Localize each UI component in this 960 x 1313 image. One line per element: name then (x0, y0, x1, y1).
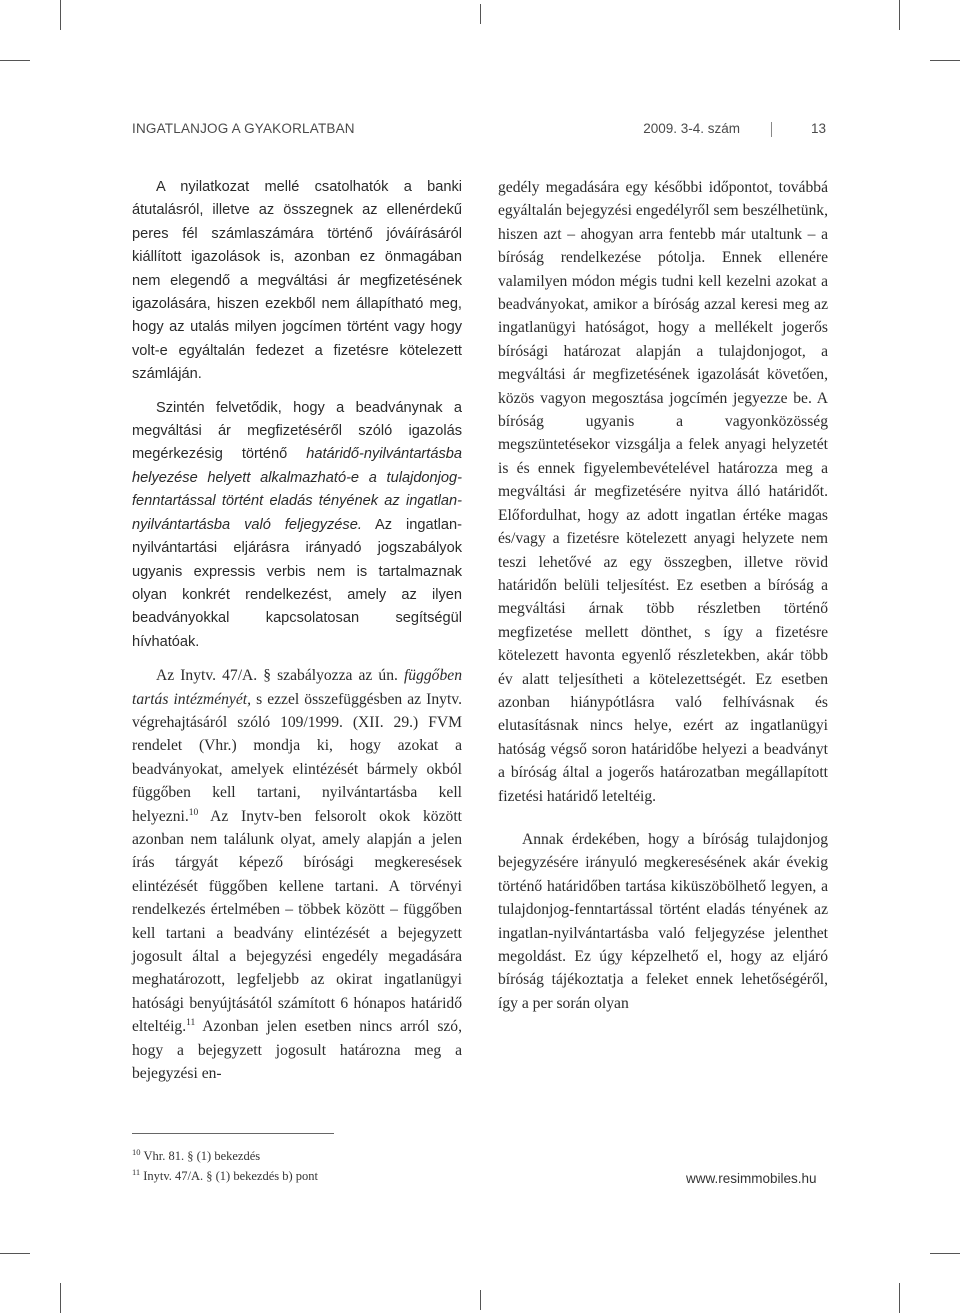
crop-mark (480, 4, 481, 24)
footnote-divider (132, 1133, 334, 1134)
crop-mark (0, 1253, 30, 1254)
crop-mark (930, 60, 960, 61)
journal-title: INGATLANJOG A GYAKORLATBAN (132, 121, 355, 136)
crop-mark (899, 0, 900, 30)
running-header (132, 121, 832, 139)
paragraph: Az Inytv. 47/A. § szabályozza az ún. függőben tartás intézményét, s ezzel összefüggésben az Inytv. végrehajtásáról szóló 109/1999. (XII. 29.) FVM rendelet (Vhr.) mondja ki, hogy azokat a beadványokat, amelyek elintézését bármely okból függőben kell tartani, nyilvántartásba kell helyezni.$^{10}$ Az Inytv-ben felsorolt okok között azonban nem találunk olyat, amely alapján a jelen írás tárgyát képező bírósági megkeresések elintézését függőben kellene tartani. A törvényi rendelkezés értelmében – többek között – függőben kell tartani a beadvány elintézését a bejegyzett jogosult által a bejegyzési engedély megadására meghatározott, legfeljebb az okirat ingatlanügyi hatósági benyújtásától számított 6 hónapos határidő elteltéig.$^{11}$ Azonban jelen esetben nincs arról szó, hogy a bejegyzett jogosult határozna meg a bejegyzési en- (132, 667, 462, 1083)
italic-phrase: határidő-nyilvántartásba helyezése helyett alkalmazható-e a tulajdonjog-fenntartással történt eladás tényének az ingatlan-nyilvántartásba való feljegyzése. (132, 446, 462, 533)
header-divider (771, 122, 772, 137)
footnote-ref[interactable]: 11 (186, 1018, 196, 1029)
issue-label: 2009. 3-4. szám (643, 121, 740, 136)
paragraph: Annak érdekében, hogy a bíróság tulajdonjog bejegyzésére irányuló megkeresésének akár évekig történő határidőben tartása kiküszöbölhető legyen, a tulajdonjog-fenntartással történt eladás tényének az ingatlan-nyilvántartásba való feljegyzése jelenthet megoldást. Ez úgy képzelhető el, hogy az eljáró bíróság tájékoztatja a feleket ennek lehetőségéről, így a per során olyan (498, 830, 828, 1012)
left-column (132, 176, 462, 1085)
crop-mark (60, 0, 61, 30)
paragraph: A nyilatkozat mellé csatolhatók a banki átutalásról, illetve az összegnek az ellenérdekű peres fél számlaszámára történő jóváírásáról kiállított igazolások is, azonban ez önmagában nem elegendő a megváltási ár megfizetésének igazolására, hiszen ezekből nem állapítható meg, hogy az utalás milyen jogcímen történt vagy hogy volt-e egyáltalán fedezet a fizetésre kötelezett számláján. (132, 179, 462, 383)
crop-mark (0, 60, 30, 61)
footnote: $^{10}$ Vhr. 81. § (1) bekezdés (132, 1147, 261, 1163)
footnote-ref[interactable]: 10 (188, 807, 199, 818)
page-number: 13 (810, 121, 826, 136)
crop-mark (60, 1283, 61, 1313)
website-link[interactable]: www.resimmobiles.hu (686, 1171, 817, 1186)
crop-mark (480, 1290, 481, 1310)
italic-phrase: függőben tartás intézményét, (132, 667, 462, 708)
crop-mark (899, 1283, 900, 1313)
right-column (498, 176, 828, 1015)
footnotes (132, 1146, 318, 1186)
paragraph: gedély megadására egy későbbi időpontot, továbbá egyáltalán bejegyzési engedélyről sem beszélhetünk, hiszen azt – ahogyan arra fentebb már utaltunk – a bíróság rendelkezése pótolja. Ennek ellenére valamilyen módon mégis tudni kell kezelni azokat a beadványokat, amikor a bíróság azzal keresi meg az ingatlanügyi hatóságot, hogy a mellékelt jogerős bírósági határozat alapján a tulajdonjogot, a megváltási ár megfizetésének igazolását követően, közös vagyon megosztása jogcímén jegyezze be. A bíróság ugyanis a vagyonközösség megszüntetésekor vizsgálja a felek anyagi helyzetét is és ennek figyelembevételével határozza meg a megváltási ár megfizetésére nyitva álló határidőt. Előfordulhat, hogy az adott ingatlan értéke magas és/vagy a fizetésre kötelezett anyagi helyzete nem teszi lehetővé az egy összegben, illetve rövid határidőn belüli teljesítést. Ez esetben a bíróság a megváltási árnak több részletben történő megfizetése mellett dönthet, s így a fizetésre kötelezett havonta egyenlő részletekben, akár több év alatt teljesítheti a kötelezettségét. Ez esetben azonban hiánypótlásra való felhívásnak és elutasításnak nincs helye, ezért az ingatlanügyi hatóság végső soron határidőbe helyezi a beadványt a bíróság által a jogerős határozatban megállapított fizetési határidő leteltéig. (498, 179, 828, 805)
crop-mark (930, 1253, 960, 1254)
footnote: $^{11}$ Inytv. 47/A. § (1) bekezdés b) pont (132, 1167, 319, 1183)
paragraph: Szintén felvetődik, hogy a beadványnak a megváltási ár megfizetéséről szóló igazolás megérkezésig történő határidő-nyilvántartásba helyezése helyett alkalmazható-e a tulajdonjog-fenntartással történt eladás tényének az ingatlan-nyilvántartásba való feljegyzése. Az ingatlan-nyilvántartási eljárásra irányadó jogszabályok ugyanis expressis verbis nem is tartalmaznak olyan konkrét rendelkezést, amely az ilyen beadványokkal kapcsolatosan segítségül hívhatóak. (132, 399, 462, 650)
